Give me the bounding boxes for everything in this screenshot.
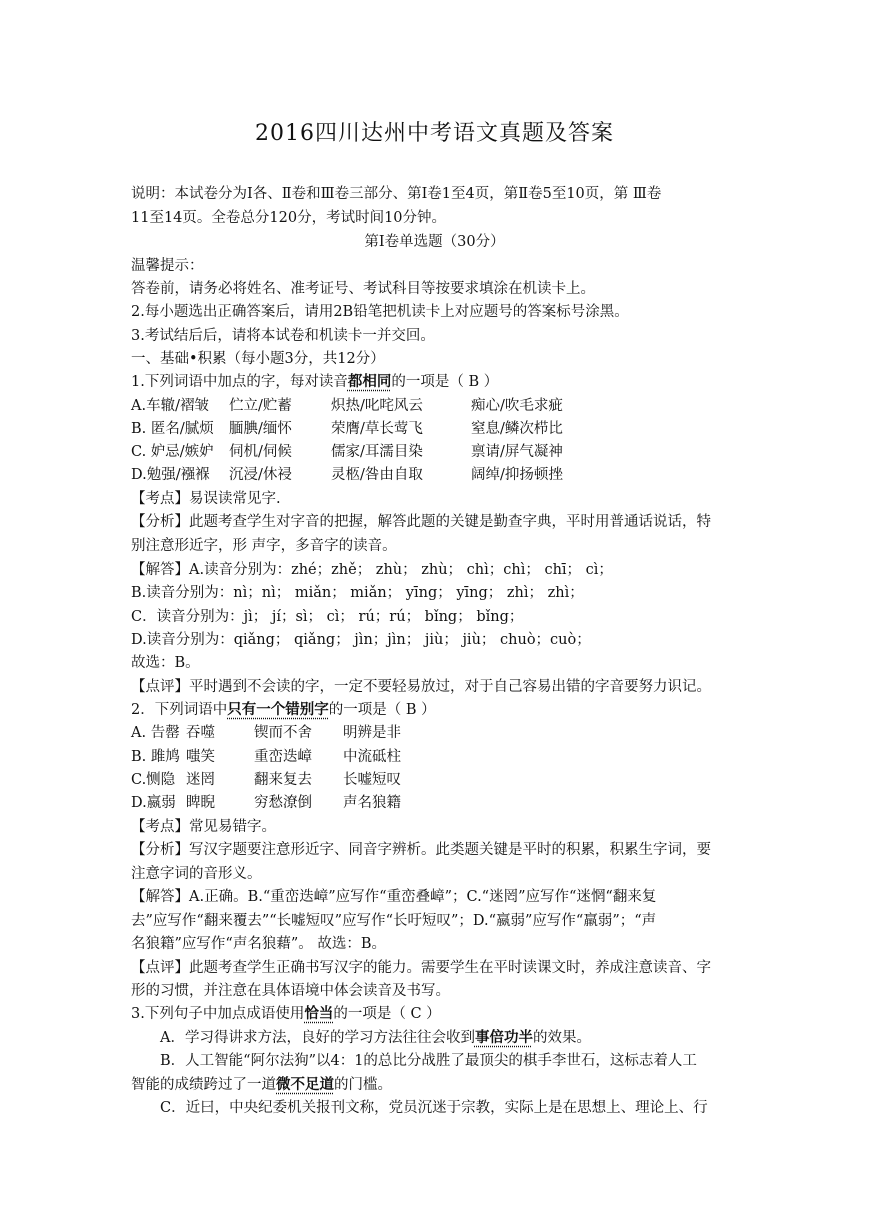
- q1-stem-c: 的一项是（ B ）: [391, 374, 499, 390]
- section-heading: 第Ⅰ卷单选题（30分）: [364, 234, 505, 250]
- q1-cell: 儒家/耳濡目染: [331, 444, 423, 460]
- q1-cell: 沉浸/休祲: [229, 467, 292, 483]
- q3-option-b-line-1: B．人工智能“阿尔法狗”以4：1的总比分战胜了最顶尖的棋手李世石，这标志着人工: [160, 1053, 697, 1069]
- q1-kaodian: 【考点】易误读常见字.: [131, 491, 281, 507]
- q1-cell: 禀请/屏气凝神: [471, 444, 563, 460]
- q2-cell: A. 告罄: [131, 725, 180, 741]
- q1-cell: D.勉强/襁褓: [131, 467, 210, 483]
- q3-b-text: 智能的成绩跨过了一道: [131, 1077, 276, 1093]
- q2-cell: B. 雎鸠: [131, 749, 180, 765]
- q1-cell: B. 匿名/腻烦: [131, 421, 214, 437]
- q1-cell: 窒息/鳞次栉比: [471, 421, 563, 437]
- q1-jieda-1: 【解答】A.读音分别为：zhé；zhě； zhù； zhù； chì；chì； chī； cì；: [131, 562, 613, 578]
- q2-fenxi-2: 注意字词的音形义。: [131, 866, 262, 882]
- q3-a-end: 的效果。: [532, 1030, 591, 1046]
- q2-cell: 吞噬: [186, 725, 215, 741]
- q2-cell: 锲而不舍: [254, 725, 312, 741]
- q3-b-end: 的门槛。: [334, 1077, 392, 1093]
- q1-cell: 伫立/贮蓄: [229, 398, 292, 414]
- q2-cell: 中流砥柱: [343, 749, 401, 765]
- q1-jieda-4: D.读音分别为：qiǎng； qiǎng； jìn；jìn； jiù； jiù； chuò；cuò；: [131, 632, 591, 648]
- q1-jieda-3: C．读音分别为：jì； jí；sì； cì； rú；rú； bǐng； bǐng；: [131, 609, 524, 625]
- q1-cell: 灵柩/咎由自取: [331, 467, 423, 483]
- q1-stem-a: 1.下列词语中加点的字，每对读音: [131, 374, 348, 390]
- page-title: 2016四川达州中考语文真题及答案: [255, 121, 614, 146]
- q2-cell: 翻来复去: [254, 772, 312, 788]
- part-heading: 一、基础•积累（每小题3分，共12分）: [131, 351, 385, 367]
- q1-fenxi-2: 别注意形近字，形 声字，多音字的读音。: [131, 538, 397, 554]
- intro-line-2: 11至14页。全卷总分120分，考试时间10分钟。: [131, 210, 447, 226]
- q1-dianping: 【点评】平时遇到不会读的字，一定不要轻易放过，对于自己容易出错的字音要努力识记。: [131, 679, 711, 695]
- q2-cell: 睥睨: [186, 795, 215, 811]
- tip-2: 2.每小题选出正确答案后，请用2B铅笔把机读卡上对应题号的答案标号涂黑。: [131, 304, 629, 320]
- intro-line-1: 说明：本试卷分为Ⅰ各、Ⅱ卷和Ⅲ卷三部分、第Ⅰ卷1至4页，第Ⅱ卷5至10页，第 Ⅲ卷: [131, 186, 662, 202]
- q2-stem: [131, 700, 436, 720]
- q2-jieda-2: 去”应写作“翻来覆去”“长嘘短叹”应写作“长吁短叹”；D.“嬴弱”应写作“羸弱”；“声: [131, 913, 657, 929]
- q1-cell: 腼腆/缅怀: [229, 421, 292, 437]
- q2-stem-c: 的一项是（ B ）: [328, 702, 436, 718]
- q1-cell: A.车辙/褶皱: [131, 398, 209, 414]
- q1-cell: 炽热/叱咤风云: [331, 398, 423, 414]
- q2-cell: D.嬴弱: [131, 795, 176, 811]
- tip-1: 答卷前，请务必将姓名、准考证号、考试科目等按要求填涂在机读卡上。: [131, 281, 595, 297]
- q2-jieda-1: 【解答】A.正确。B.“重峦迭嶂”应写作“重峦叠嶂”；C.“迷罔”应写作“迷惘“翻来复: [131, 889, 657, 905]
- q2-cell: 声名狼籍: [343, 795, 401, 811]
- q3-stem-c: 的一项是（ C ）: [333, 1006, 441, 1022]
- q1-answer: 故选：B。: [131, 655, 200, 671]
- q3-stem-a: 3.下列句子中加点成语使用: [131, 1006, 305, 1022]
- q3-option-c-line-1: C．近曰，中央纪委机关报刊文称，党员沉迷于宗教，实际上是在思想上、理论上、行: [160, 1100, 708, 1116]
- q1-jieda-2: B.读音分别为：nì；nì； miǎn； miǎn； yīng； yīng； zhì； zhì；: [131, 585, 584, 601]
- q2-dianping-1: 【点评】此题考查学生正确书写汉字的能力。需要学生在平时读课文时，养成注意读音、字: [131, 960, 711, 976]
- q3-b-idiom: 微不足道: [276, 1076, 334, 1093]
- q1-cell: 荣膺/草长莺飞: [331, 421, 423, 437]
- q3-a-text: A．学习得讲求方法，良好的学习方法往往会收到: [160, 1030, 475, 1046]
- q2-cell: 明辨是非: [343, 725, 401, 741]
- q3-option-b-line-2: [131, 1075, 392, 1095]
- q2-cell: 穷愁潦倒: [254, 795, 312, 811]
- q2-kaodian: 【考点】常见易错字。: [131, 819, 276, 835]
- q2-dianping-2: 形的习惯，并注意在具体语境中体会读音及书写。: [131, 983, 450, 999]
- q2-cell: C.恻隐: [131, 772, 176, 788]
- q2-cell: 嗤笑: [186, 749, 215, 765]
- q2-stem-a: 2．下列词语中: [131, 702, 228, 718]
- q3-stem: [131, 1004, 441, 1024]
- q1-cell: 阔绰/抑扬顿挫: [471, 467, 563, 483]
- tip-3: 3.考试结后后，请将本试卷和机读卡一并交回。: [131, 328, 435, 344]
- q3-stem-emphasis: 恰当: [304, 1005, 334, 1022]
- q1-cell: C. 妒忌/嫉妒: [131, 444, 214, 460]
- q1-cell: 伺机/伺候: [229, 444, 292, 460]
- q3-option-a: [160, 1028, 591, 1048]
- q2-cell: 迷罔: [186, 772, 215, 788]
- q1-fenxi-1: 【分析】此题考查学生对字音的把握，解答此题的关键是勤查字典，平时用普通话说话，特: [131, 514, 711, 530]
- q2-cell: 长嘘短叹: [343, 772, 401, 788]
- tips-heading: 温馨提示：: [131, 258, 204, 274]
- q1-stem: [131, 372, 498, 392]
- q2-stem-emphasis: 只有一个错别字: [227, 701, 329, 718]
- q2-cell: 重峦迭嶂: [254, 749, 312, 765]
- q1-stem-emphasis: 都相同: [347, 373, 392, 390]
- q2-jieda-3: 名狼籍”应写作“声名狼藉”。 故选：B。: [131, 936, 387, 952]
- q2-fenxi-1: 【分析】写汉字题要注意形近字、同音字辨析。此类题关键是平时的积累，积累生字词，要: [131, 842, 711, 858]
- q3-a-idiom: 事倍功半: [474, 1029, 533, 1046]
- q1-cell: 痴心/吹毛求疵: [471, 398, 563, 414]
